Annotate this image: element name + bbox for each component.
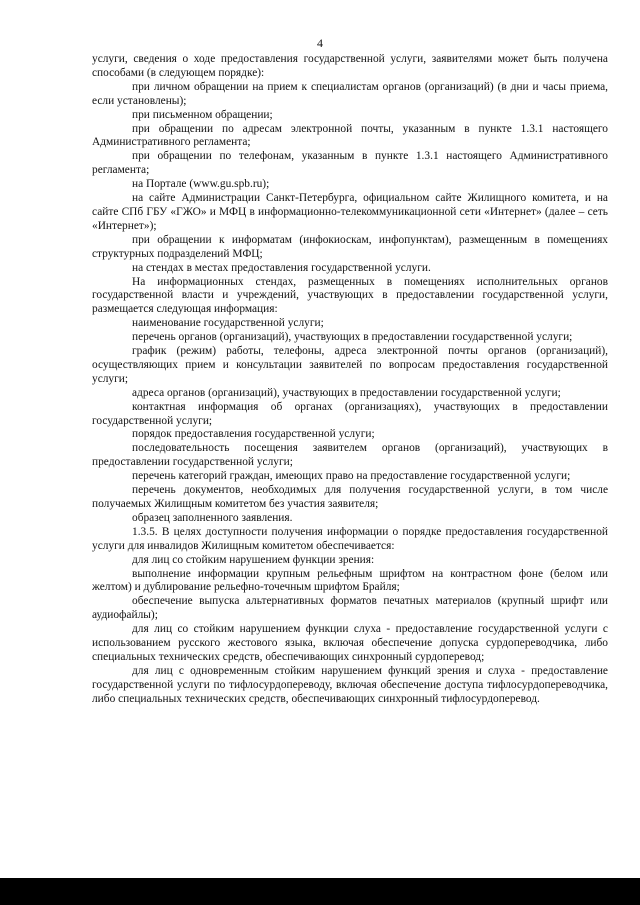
paragraph: для лиц с одновременным стойким нарушением функций зрения и слуха - предоставление государственной услуги по тифлосурдопереводу, включая обеспечение доступа тифлосурдопереводчика, либо специальных технических средств, обеспечивающих синхронный тифлосурдоперевод.: [92, 664, 608, 705]
paragraph: при обращении к информатам (инфокиоскам, инфопунктам), размещенным в помещениях структурных подразделений МФЦ;: [92, 233, 608, 260]
paragraph: адреса органов (организаций), участвующих в предоставлении государственной услуги;: [132, 386, 561, 399]
paragraph: перечень документов, необходимых для получения государственной услуги, в том числе получаемых Жилищным комитетом без участия заявителя;: [92, 484, 608, 510]
paragraph: порядок предоставления государственной услуги;: [132, 428, 375, 441]
page-number: 4: [317, 36, 323, 50]
paragraph: график (режим) работы, телефоны, адреса электронной почты органов (организаций), осуществляющих прием и консультации заявителей по вопросам предоставления государственной услуги;: [92, 345, 608, 385]
paragraph: обеспечение выпуска альтернативных форматов печатных материалов (крупный шрифт или аудиофайлы);: [92, 595, 608, 622]
paragraph: при обращении по телефонам, указанным в пункте 1.3.1 настоящего Административного регламента;: [92, 150, 608, 177]
paragraph: при письменном обращении;: [132, 108, 273, 121]
paragraph: для лиц со стойким нарушением функции зрения:: [132, 553, 375, 566]
document-body: [92, 53, 608, 707]
paragraph: для лиц со стойким нарушением функции слуха - предоставление государственной услуги с использованием русского жестового языка, включая обеспечение допуска сурдопереводчика, либо специальных технических средств, обеспечивающих синхронный сурдоперевод;: [92, 623, 608, 663]
paragraph: контактная информация об органах (организациях), участвующих в предоставлении государственной услуги;: [92, 400, 608, 427]
paragraph: услуги, сведения о ходе предоставления государственной услуги, заявителями может быть получена способами (в следующем порядке):: [92, 53, 608, 79]
paragraph: при обращении по адресам электронной почты, указанным в пункте 1.3.1 настоящего Административного регламента;: [92, 122, 608, 149]
paragraph: 1.3.5. В целях доступности получения информации о порядке предоставления государственной услуги для инвалидов Жилищным комитетом обеспечивается:: [92, 525, 608, 552]
paragraph: последовательность посещения заявителем органов (организаций), участвующих в предоставлении государственной услуги;: [92, 442, 608, 469]
scan-bottom-border: [0, 878, 640, 905]
paragraph: перечень органов (организаций), участвующих в предоставлении государственной услуги;: [132, 331, 573, 344]
paragraph: на сайте Администрации Санкт-Петербурга, официальном сайте Жилищного комитета, и на сайте СПб ГБУ «ГЖО» и МФЦ в информационно-телекоммуникационной сети «Интернет» (далее – сеть «Интернет»);: [92, 192, 608, 232]
paragraph: образец заполненного заявления.: [132, 511, 293, 524]
paragraph: выполнение информации крупным рельефным шрифтом на контрастном фоне (белом или желтом) и дублирование рельефно-точечным шрифтом Брайля;: [92, 567, 608, 594]
paragraph: На информационных стендах, размещенных в помещениях исполнительных органов государственной власти и учреждений, участвующих в предоставлении государственной услуги, размещается следующая информация:: [92, 275, 608, 316]
paragraph: наименование государственной услуги;: [132, 317, 324, 330]
paragraph: перечень категорий граждан, имеющих право на предоставление государственной услуги;: [132, 470, 571, 483]
paragraph: при личном обращении на прием к специалистам органов (организаций) (в дни и часы приема, если установлены);: [92, 80, 608, 107]
paragraph: на Портале (www.gu.spb.ru);: [132, 178, 270, 191]
paragraph: на стендах в местах предоставления государственной услуги.: [132, 261, 431, 274]
